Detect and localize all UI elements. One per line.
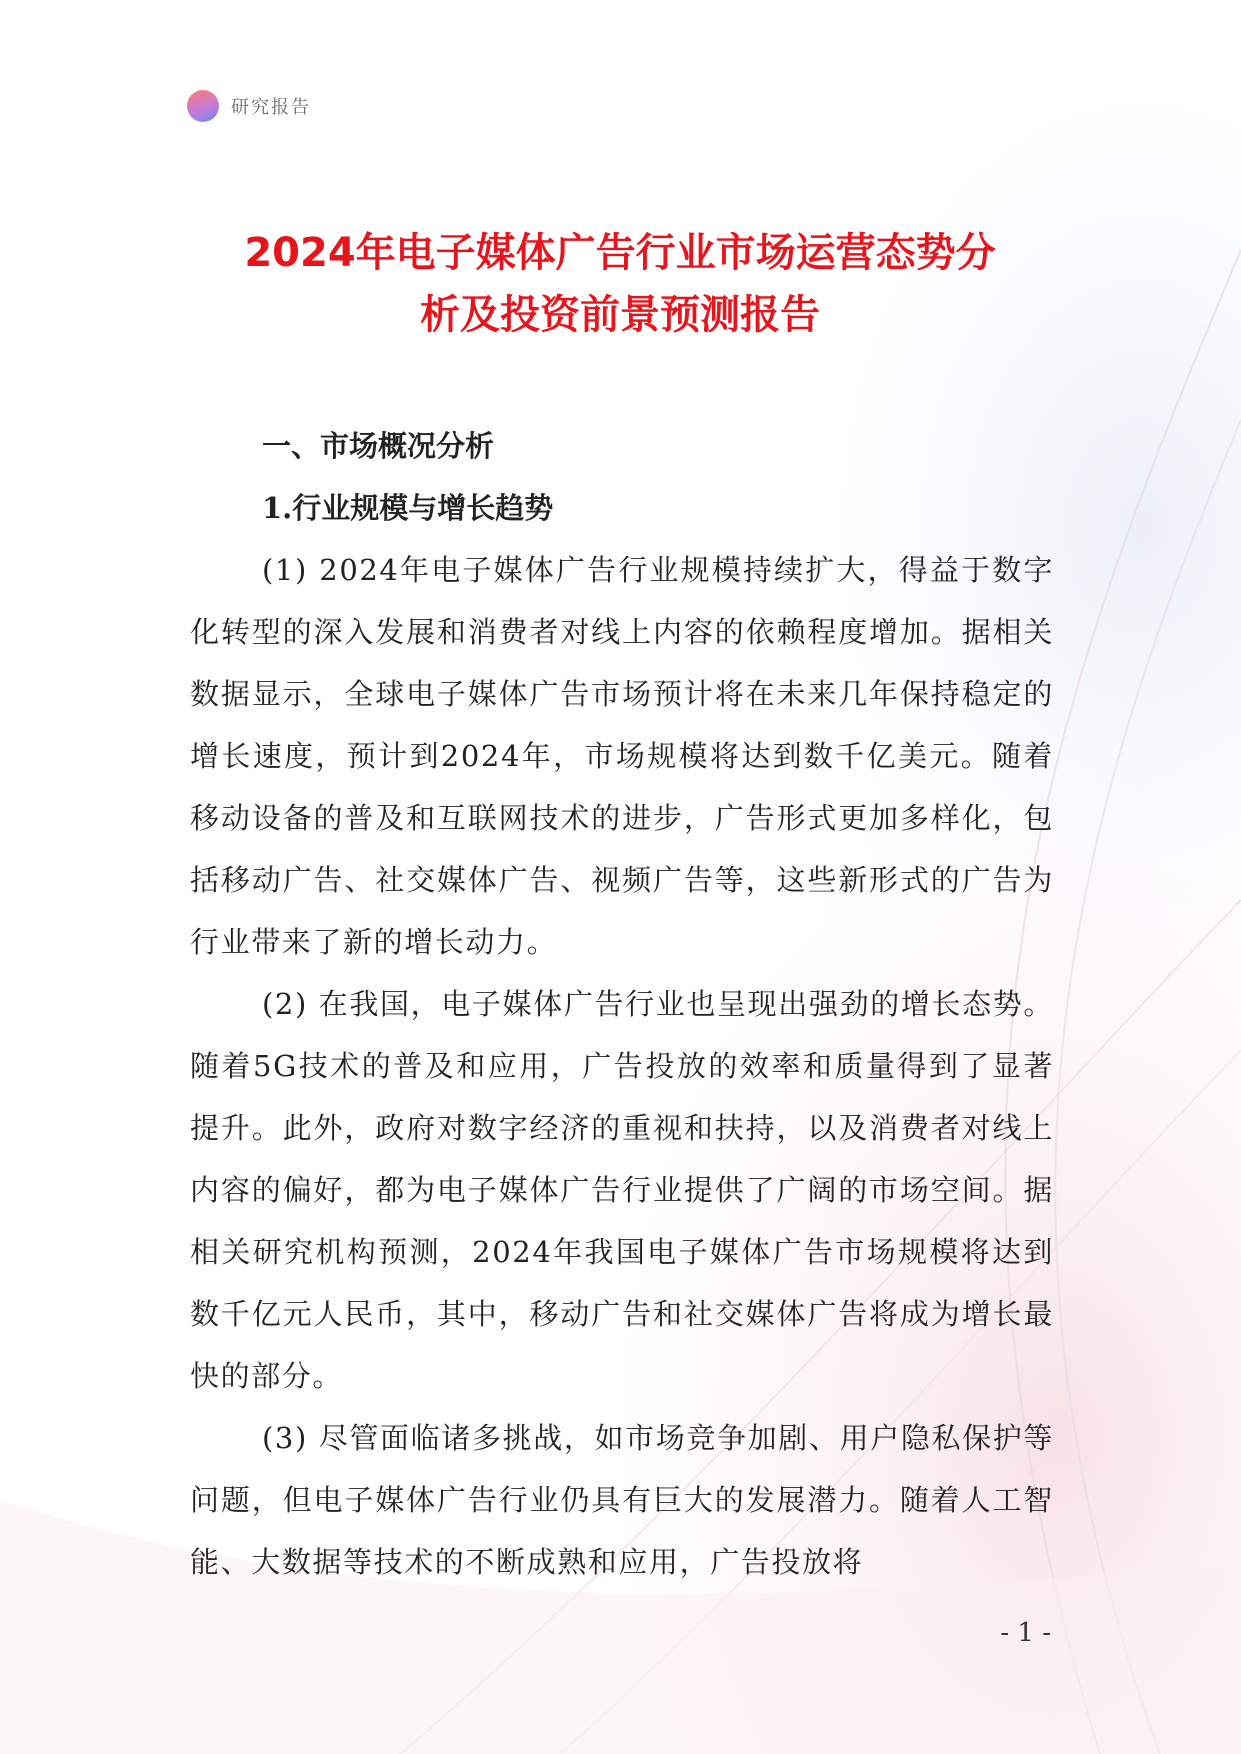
paragraph-1: (1) 2024年电子媒体广告行业规模持续扩大，得益于数字化转型的深入发展和消费者对线上内容的依赖程度增加。据相关数据显示，全球电子媒体广告市场预计将在未来几年保持稳定的增长速度，预计到2024年，市场规模将达到数千亿美元。随着移动设备的普及和互联网技术的进步，广告形式更加多样化，包括移动广告、社交媒体广告、视频广告等，这些新形式的广告为行业带来了新的增长动力。 <box>190 553 1054 959</box>
report-title <box>150 222 1090 346</box>
header <box>187 89 311 123</box>
report-body <box>190 415 1054 1593</box>
report-title-line2: 析及投资前景预测报告 <box>420 292 820 338</box>
header-label: 研究报告 <box>231 97 311 118</box>
paragraph-2: (2) 在我国，电子媒体广告行业也呈现出强劲的增长态势。随着5G技术的普及和应用，广告投放的效率和质量得到了显著提升。此外，政府对数字经济的重视和扶持，以及消费者对线上内容的偏好，都为电子媒体广告行业提供了广阔的市场空间。据相关研究机构预测，2024年我国电子媒体广告市场规模将达到数千亿元人民币，其中，移动广告和社交媒体广告将成为增长最快的部分。 <box>190 987 1054 1393</box>
report-title-line1: 2024年电子媒体广告行业市场运营态势分 <box>244 230 996 276</box>
logo-icon <box>187 90 219 122</box>
sub-heading: 1.行业规模与增长趋势 <box>262 491 554 525</box>
section-heading: 一、市场概况分析 <box>262 429 495 463</box>
page-number: - 1 - <box>1000 1618 1051 1648</box>
paragraph-3: (3) 尽管面临诸多挑战，如市场竞争加剧、用户隐私保护等问题，但电子媒体广告行业仍具有巨大的发展潜力。随着人工智能、大数据等技术的不断成熟和应用，广告投放将 <box>190 1421 1054 1579</box>
